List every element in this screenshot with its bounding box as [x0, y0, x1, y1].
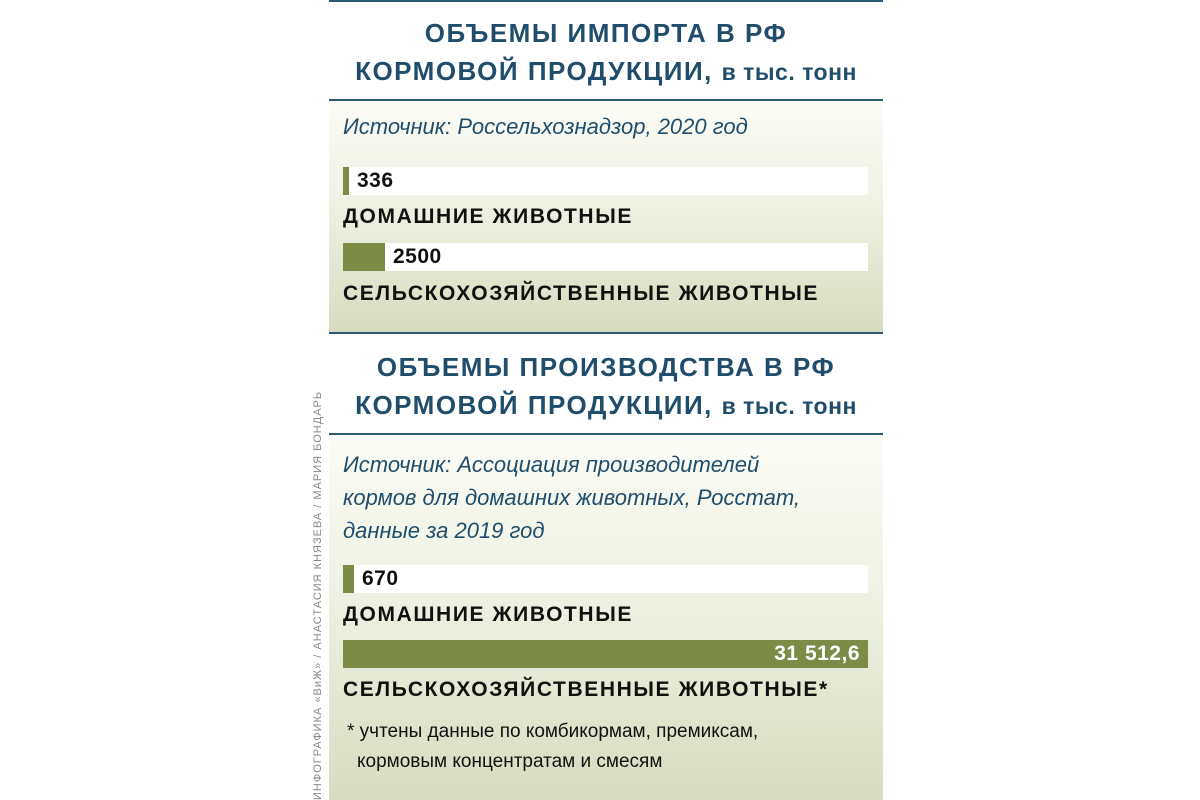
- production-source-line2: кормов для домашних животных, Росстат,: [343, 485, 801, 510]
- bar-track: [343, 640, 868, 668]
- production-title-line2: [329, 386, 883, 425]
- infographic-credit: ИНФОГРАФИКА «ВиЖ» / АНАСТАСИЯ КНЯЗЕВА / МАРИЯ БОНДАРЬ: [312, 390, 324, 800]
- import-category-pets: ДОМАШНИЕ ЖИВОТНЫЕ: [343, 205, 633, 228]
- import-bottom-rule: [329, 332, 883, 334]
- production-footnote: [347, 717, 758, 777]
- import-source: Источник: Россельхознадзор, 2020 год: [343, 114, 748, 139]
- production-chart-panel: [329, 435, 883, 800]
- production-title-unit: в тыс. тонн: [721, 393, 857, 419]
- production-source-line1: Источник: Ассоциация производителей: [343, 452, 760, 477]
- footnote-line1: * учтены данные по комбикормам, премиксам,: [347, 721, 759, 742]
- production-category-pets: ДОМАШНИЕ ЖИВОТНЫЕ: [343, 603, 633, 626]
- production-value-pets: 670: [362, 567, 399, 590]
- top-rule: [329, 0, 883, 2]
- import-chart-panel: [329, 101, 883, 332]
- bar-track: [343, 167, 868, 195]
- production-value-farm: 31 512,6: [774, 642, 860, 665]
- import-title-unit: в тыс. тонн: [721, 59, 857, 85]
- import-bar-farm: [343, 243, 385, 271]
- bar-track: [343, 565, 868, 593]
- import-bar-pets: [343, 167, 349, 195]
- import-title-main: КОРМОВОЙ ПРОДУКЦИИ,: [355, 56, 713, 86]
- import-value-pets: 336: [357, 169, 394, 192]
- production-source-line3: данные за 2019 год: [343, 518, 545, 543]
- production-title: [329, 348, 883, 425]
- footnote-line2: кормовым концентратам и смесям: [357, 751, 663, 772]
- production-category-farm: СЕЛЬСКОХОЗЯЙСТВЕННЫЕ ЖИВОТНЫЕ*: [343, 678, 829, 701]
- import-value-farm: 2500: [393, 245, 442, 268]
- production-source: [343, 448, 800, 547]
- bar-track: [343, 243, 868, 271]
- import-category-farm: СЕЛЬСКОХОЗЯЙСТВЕННЫЕ ЖИВОТНЫЕ: [343, 282, 819, 305]
- production-bar-pets: [343, 565, 354, 593]
- import-title: [329, 14, 883, 91]
- production-title-line1: ОБЪЕМЫ ПРОИЗВОДСТВА В РФ: [376, 352, 836, 382]
- production-title-main: КОРМОВОЙ ПРОДУКЦИИ,: [355, 390, 713, 420]
- import-title-line1: ОБЪЕМЫ ИМПОРТА В РФ: [424, 18, 788, 48]
- import-title-line2: [329, 52, 883, 91]
